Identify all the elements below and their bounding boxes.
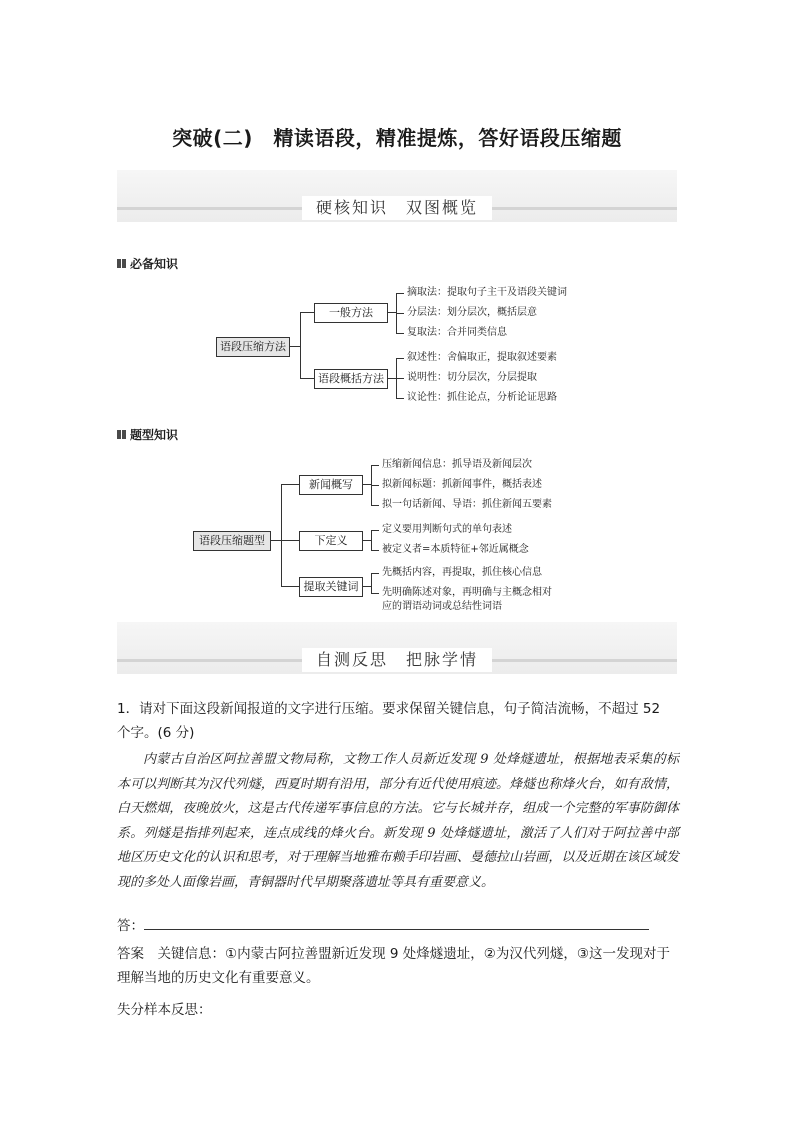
connector	[371, 465, 379, 466]
section-heading-label: 题型知识	[130, 428, 179, 442]
leaf-text: 拟新闻标题：抓新闻事件，概括表述	[382, 479, 542, 490]
question-line-2: 个字。(6 分)	[117, 725, 195, 741]
leaf-text: 说明性：切分层次，分层提取	[407, 372, 537, 383]
connector	[281, 540, 299, 541]
connector	[371, 573, 372, 593]
connector	[371, 485, 379, 486]
leaf-text: 叙述性：舍偏取正，提取叙述要素	[407, 352, 557, 363]
connector	[271, 540, 281, 541]
connector	[281, 484, 282, 586]
connector	[396, 313, 404, 314]
solution-block	[117, 942, 679, 990]
leaf-text: 分层法：划分层次，概括层意	[407, 307, 537, 318]
news-passage: 内蒙古自治区阿拉善盟文物局称，文物工作人员新近发现 9 处烽燧遗址，根据地表采集的标本可以判断其为汉代列燧，西夏时期有沿用，部分有近代使用痕迹。烽燧也称烽火台，如有敌情，白天燃烟，夜晚放火，这是古代传递军事信息的方法。它与长城并存，组成一个完整的军事防御体系。列燧是指排列起来，连点成线的烽火台。新发现 9 处烽燧遗址，激活了人们对于阿拉善中部地区历史文化的认识和思考，对于理解当地雅布赖手印岩画、曼德拉山岩画，以及近期在该区域发现的多处人面像岩画，青铜器时代早期聚落遗址等具有重要意义。	[117, 752, 679, 890]
leaf-text: 议论性：抓住论点，分析论证思路	[407, 392, 557, 403]
connector	[388, 312, 396, 313]
leaf-text: 拟一句话新闻、导语：抓住新闻五要素	[382, 499, 552, 510]
section-heading-label: 必备知识	[130, 257, 179, 271]
connector	[363, 586, 371, 587]
connector	[371, 573, 379, 574]
leaf-text: 先概括内容，再提取，抓住核心信息	[382, 567, 542, 578]
connector	[396, 358, 404, 359]
leaf-text: 先明确陈述对象，再明确与主概念相对	[382, 587, 552, 598]
connector	[281, 586, 299, 587]
connector	[300, 312, 314, 313]
leaf-text: 摘取法：提取句子主干及语段关键词	[407, 287, 567, 298]
question-prompt	[117, 697, 679, 745]
branch-node-definition: 下定义	[299, 531, 363, 551]
leaf-text: 应的谓语动词或总结性词语	[382, 601, 502, 612]
branch-node-general-method: 一般方法	[314, 303, 388, 323]
connector	[371, 550, 379, 551]
section-banner-self-test	[117, 622, 677, 674]
solution-label: 答案	[117, 946, 144, 962]
connector	[363, 540, 371, 541]
diagram-root-node: 语段压缩方法	[216, 337, 290, 357]
connector	[371, 530, 372, 550]
question-line-1: 1．请对下面这段新闻报道的文字进行压缩。要求保留关键信息，句子简洁流畅，不超过 52	[117, 701, 661, 717]
leaf-text: 复取法：合并同类信息	[407, 327, 507, 338]
leaf-text: 定义要用判断句式的单句表述	[382, 524, 512, 535]
banner-title: 硬核知识 双图概览	[302, 196, 492, 220]
leaf-text: 压缩新闻信息：抓导语及新闻层次	[382, 459, 532, 470]
connector	[388, 378, 396, 379]
connector	[300, 378, 314, 379]
connector	[290, 346, 300, 347]
page-title: 突破(二) 精读语段，精准提炼，答好语段压缩题	[172, 126, 622, 150]
section-heading-required-knowledge	[117, 255, 178, 272]
branch-node-news-summary: 新闻概写	[299, 475, 363, 495]
section-marker-icon	[117, 430, 126, 439]
solution-text: 关键信息：①内蒙古阿拉善盟新近发现 9 处烽燧遗址，②为汉代列燧，③这一发现对于理解当地的历史文化有重要意义。	[117, 946, 670, 986]
connector	[396, 378, 404, 379]
connector	[281, 484, 299, 485]
branch-node-keywords: 提取关键词	[299, 577, 363, 597]
connector	[371, 530, 379, 531]
banner-title: 自测反思 把脉学情	[302, 648, 492, 672]
answer-blank[interactable]	[144, 915, 649, 930]
branch-node-summary-method: 语段概括方法	[314, 369, 388, 389]
diagram-root-node: 语段压缩题型	[193, 531, 271, 551]
section-marker-icon	[117, 259, 126, 268]
leaf-text: 被定义者=本质特征+邻近属概念	[382, 544, 529, 555]
connector	[396, 293, 404, 294]
answer-line	[117, 914, 679, 938]
connector	[371, 505, 379, 506]
connector	[396, 398, 404, 399]
connector	[396, 333, 404, 334]
answer-label: 答：	[117, 918, 144, 934]
connector	[300, 312, 301, 378]
section-heading-question-types	[117, 426, 178, 443]
connector	[363, 484, 371, 485]
section-banner-knowledge	[117, 170, 677, 222]
reflection-label: 失分样本反思：	[117, 1002, 212, 1018]
connector	[371, 593, 379, 594]
